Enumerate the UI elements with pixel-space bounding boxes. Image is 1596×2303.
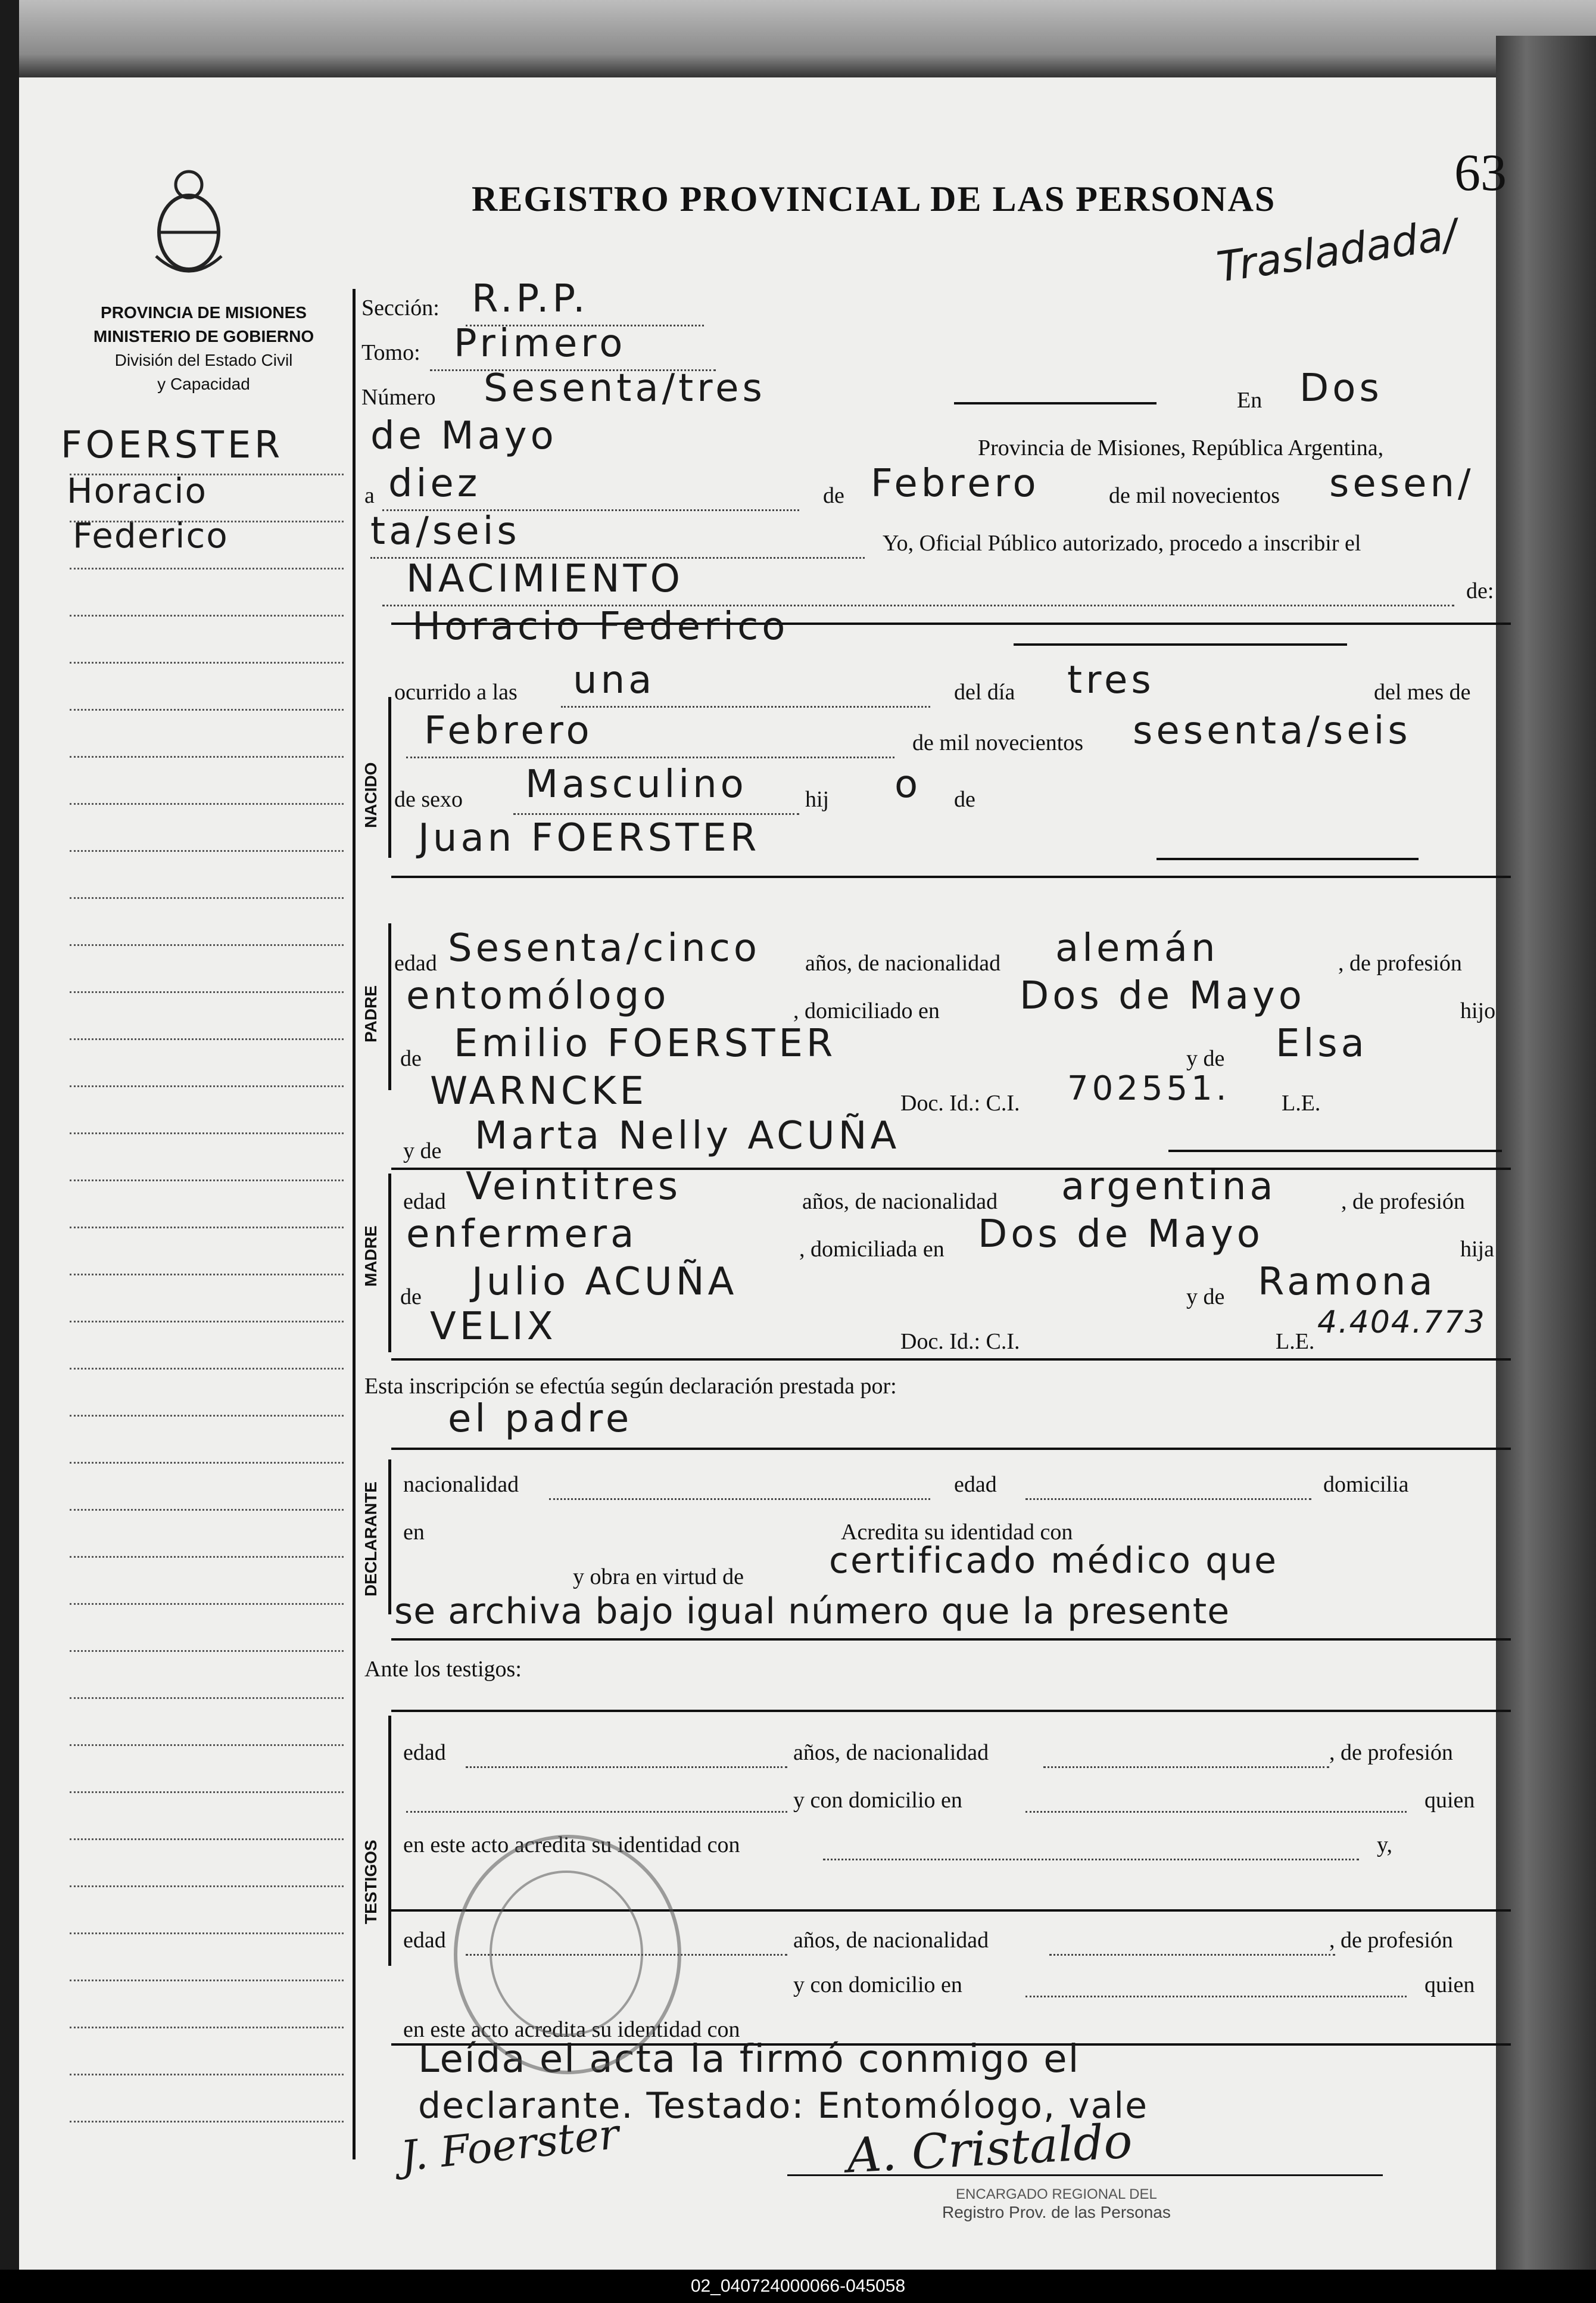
testigos-bracket [388,1716,391,1966]
declarante-en-label: en [403,1520,425,1545]
official-seal-inner [490,1871,643,2036]
testigo1-nac-label: años, de nacionalidad [793,1740,989,1765]
image-id-footer: 02_040724000066-045058 [0,2270,1596,2303]
del-dia-label: del día [954,680,1015,705]
testigo1-edad-label: edad [403,1740,446,1765]
de-colon: de: [1466,578,1494,603]
testigo2-nac-line [1049,1954,1335,1956]
declarante-virtud-value-1: certificado médico que [829,1540,1279,1582]
authority-ministry: MINISTERIO DE GOBIERNO [93,327,314,346]
padre-top-rule [391,876,1511,878]
madre-dom-label: , domiciliada en [799,1237,944,1262]
declarante-edad-label: edad [954,1472,997,1497]
authority-province: PROVINCIA DE MISIONES [101,303,307,322]
del-mes-label: del mes de [1374,680,1471,705]
sexo-label: de sexo [394,787,463,812]
margin-rule-line [70,897,344,899]
declarante-nac-label: nacionalidad [403,1472,519,1497]
margin-rule-line [70,1932,344,1934]
acto-value: NACIMIENTO [406,557,684,601]
hij-label: hij [805,787,830,812]
book-right-edge [1496,36,1596,2279]
testigos-section-label: TESTIGOS [361,1840,380,1924]
testigo2-prof-label: , de profesión [1329,1928,1453,1953]
madre-mother-value-2: VELIX [430,1305,557,1349]
margin-rule-line [70,1179,344,1181]
oficial-text: Yo, Oficial Público autorizado, procedo a inscribir el [883,531,1361,556]
authority-division: División del Estado Civil [114,351,293,369]
declarante-virtud-value-2: se archiva bajo igual número que la presente [394,1591,1230,1632]
margin-rule-line [70,1697,344,1699]
madre-dom-value: Dos de Mayo [978,1212,1264,1256]
padre-edad-value: Sesenta/cinco [448,926,761,970]
margin-rule-line [70,1650,344,1652]
official-stamp [942,2186,1171,2222]
book-top-shadow [0,0,1596,77]
tomo-value: Primero [454,322,626,366]
padre-edad-label: edad [394,951,437,976]
nacido-dia-value: tres [1067,658,1155,702]
madre-doc-label: Doc. Id.: C.I. [900,1329,1020,1354]
declarante-bottom-rule [391,1638,1511,1641]
hij-value: o [894,763,922,807]
padre-section-label: PADRE [361,985,380,1042]
madre-bottom-rule [391,1358,1511,1361]
padre-mother-value-1: Elsa [1276,1022,1368,1066]
padre-le-label: L.E. [1282,1091,1321,1116]
signature-line [787,2174,1383,2176]
margin-rule-line [70,1603,344,1605]
margin-rule-line [70,1556,344,1558]
testigo2-acto-label: en este acto acredita su identidad con [403,2017,740,2042]
madre-y-de-label: y de [403,1138,442,1163]
madre-mother-value-1: Ramona [1258,1260,1436,1304]
mil-label: de mil novecientos [1109,483,1280,508]
margin-surname: FOERSTER [61,423,284,466]
testigo1-dom-line [1025,1811,1407,1813]
declarante-section-label: DECLARANTE [361,1482,380,1596]
madre-father-value: Julio ACUÑA [472,1260,738,1304]
padre-doc-value: 702551. [1067,1069,1230,1108]
authority-capacity: y Capacidad [157,375,250,393]
closing-line-1: Leída el acta la firmó conmigo el [418,2037,1080,2081]
testigo1-edad-line [466,1766,787,1768]
margin-rule-line [70,1838,344,1840]
declarante-virtud-label: y obra en virtud de [573,1564,744,1589]
padre-mother-value-2: WARNCKE [430,1069,647,1113]
madre-le-label: L.E. [1276,1329,1315,1354]
hora-line [561,706,930,708]
dia-value: diez [388,462,481,506]
testigo1-acto-line [823,1859,1359,1860]
tomo-label: Tomo: [361,340,420,365]
numero-dash [954,402,1157,404]
padre-name-value: Juan FOERSTER [418,816,760,860]
margin-rule-line [70,1885,344,1887]
coat-of-arms-icon [144,167,233,286]
testigo2-nac-label: años, de nacionalidad [793,1928,989,1953]
transfer-annotation: Trasladada/ [1214,210,1460,292]
numero-value: Sesenta/tres [484,366,766,410]
en-label: En [1237,388,1263,413]
madre-le-value: 4.404.773 [1317,1305,1486,1340]
signature-official: A. Cristaldo [845,2113,1134,2184]
nacido-mes-value: Febrero [424,709,593,753]
place-value: de Mayo [370,414,557,458]
madre-nac-label: años, de nacionalidad [802,1189,998,1214]
padre-hijo-label: hijo [1460,998,1496,1023]
padre-dom-label: , domiciliado en [793,998,940,1023]
mes-value: Febrero [871,462,1040,506]
declarante-dom-label: domicilia [1323,1472,1409,1497]
margin-rule-line [70,2121,344,2123]
nacido-mil-label: de mil novecientos [912,730,1084,755]
nacido-name-value: Horacio Federico [412,605,789,649]
provincia-text: Provincia de Misiones, República Argentina, [978,435,1384,460]
page-title: REGISTRO PROVINCIAL DE LAS PERSONAS [472,179,1276,219]
margin-rule-line [70,1744,344,1746]
hora-value: una [573,658,656,702]
anio-value-2: ta/seis [370,509,520,553]
ocurrido-label: ocurrido a las [394,680,518,705]
margin-rule-line [70,2027,344,2028]
testigo1-prof-line [406,1811,787,1813]
margin-rule-line [70,1227,344,1228]
padre-name-dash [1157,858,1419,860]
margin-rule-line [70,521,344,522]
declarante-value: el padre [448,1397,633,1441]
padre-bracket [388,923,391,1090]
madre-edad-label: edad [403,1189,446,1214]
padre-y-de-label: y de [1186,1046,1225,1071]
madre-prof-label: , de profesión [1341,1189,1465,1214]
declarante-acredita-label: Acredita su identidad con [841,1520,1073,1545]
madre-bracket [388,1174,391,1352]
declarante-top-rule [391,1448,1511,1450]
testigos-top-rule [391,1710,1511,1712]
nacido-bracket [388,697,391,858]
seccion-value: R.P.P. [472,277,589,321]
testigo1-dom-label: y con domicilio en [793,1788,962,1813]
padre-nac-label: años, de nacionalidad [805,951,1001,976]
margin-rule-line [70,803,344,805]
closing-line-2: declarante. Testado: Entomólogo, vale [418,2085,1148,2127]
nacido-section-label: NACIDO [361,762,380,828]
testigos-intro: Ante los testigos: [364,1657,522,1682]
nacido-de-label: de [954,787,975,812]
margin-rule-line [70,1038,344,1040]
margin-given-name-1: Horacio [67,471,207,511]
signature-declarant: J. Foerster [398,2109,622,2181]
sexo-line [513,813,799,815]
margin-rule-line [70,1509,344,1511]
madre-hija-label: hija [1460,1237,1494,1262]
testigo2-edad-label: edad [403,1928,446,1953]
declarante-bracket [388,1459,391,1614]
testigo2-dom-label: y con domicilio en [793,1972,962,1997]
padre-prof-label: , de profesión [1338,951,1462,976]
en-value: Dos [1299,366,1383,410]
numero-label: Número [361,385,436,410]
testigo1-acto-label: en este acto acredita su identidad con [403,1832,740,1857]
madre-name-dash [1168,1150,1502,1152]
declarante-nac-line [549,1498,930,1500]
margin-rule-line [70,991,344,993]
testigo1-quien-label: quien [1424,1788,1475,1813]
madre-section-label: MADRE [361,1225,380,1287]
margin-rule-line [70,1132,344,1134]
margin-rule-line [70,756,344,758]
madre-y-de2-label: y de [1186,1284,1225,1309]
register-page [13,77,1507,2270]
margin-rule-line [70,1085,344,1087]
margin-rule-line [70,2074,344,2075]
margin-rule-line [70,944,344,946]
madre-prof-value: enfermera [406,1212,638,1256]
margin-rule-line [70,615,344,617]
margin-rule-line [70,662,344,664]
padre-prof-value: entomólogo [406,974,670,1018]
stamp-line-2: Registro Prov. de las Personas [942,2203,1171,2221]
margin-rule-line [70,474,344,475]
seccion-label: Sección: [361,295,439,320]
padre-father-value: Emilio FOERSTER [454,1022,837,1066]
nacido-mes-line [406,757,894,758]
margin-rule-line [70,1368,344,1370]
madre-name-value: Marta Nelly ACUÑA [475,1114,900,1158]
margin-given-name-2: Federico [73,515,229,556]
madre-edad-value: Veintitres [466,1165,682,1209]
nacido-anio-value: sesenta/seis [1133,709,1411,753]
testigo1-nac-line [1043,1766,1329,1768]
madre-de-label: de [400,1284,422,1309]
margin-rule-line [70,568,344,569]
sexo-value: Masculino [525,763,747,807]
margin-rule-line [70,1274,344,1275]
de-label: de [823,483,844,508]
margin-rule-line [70,850,344,852]
margin-rule-line [70,1462,344,1464]
padre-doc-label: Doc. Id.: C.I. [900,1091,1020,1116]
a-label: a [364,483,375,508]
testigo1-prof-label: , de profesión [1329,1740,1453,1765]
padre-de-label: de [400,1046,422,1071]
authority-block [55,301,353,396]
nacido-name-dash [1014,643,1347,646]
margin-rule-line [70,1415,344,1417]
anio-value-1: sesen/ [1329,462,1475,506]
testigo2-quien-label: quien [1424,1972,1475,1997]
padre-dom-value: Dos de Mayo [1020,974,1305,1018]
margin-rule-line [70,1791,344,1793]
padre-nac-value: alemán [1055,926,1219,970]
declarante-edad-line [1025,1498,1311,1500]
margin-rule-line [70,1321,344,1322]
testigo1-y-label: y, [1377,1832,1393,1857]
book-binding [0,0,19,2303]
stamp-line-1: ENCARGADO REGIONAL DEL [956,2186,1157,2202]
madre-nac-value: argentina [1061,1165,1277,1209]
declarante-intro: Esta inscripción se efectúa según declaración prestada por: [364,1374,897,1399]
margin-rule-line [70,709,344,711]
form-left-border [353,289,356,2159]
margin-rule-line [70,1980,344,1981]
page-number: 63 [1454,144,1507,202]
testigo2-dom-line [1025,1996,1407,1997]
